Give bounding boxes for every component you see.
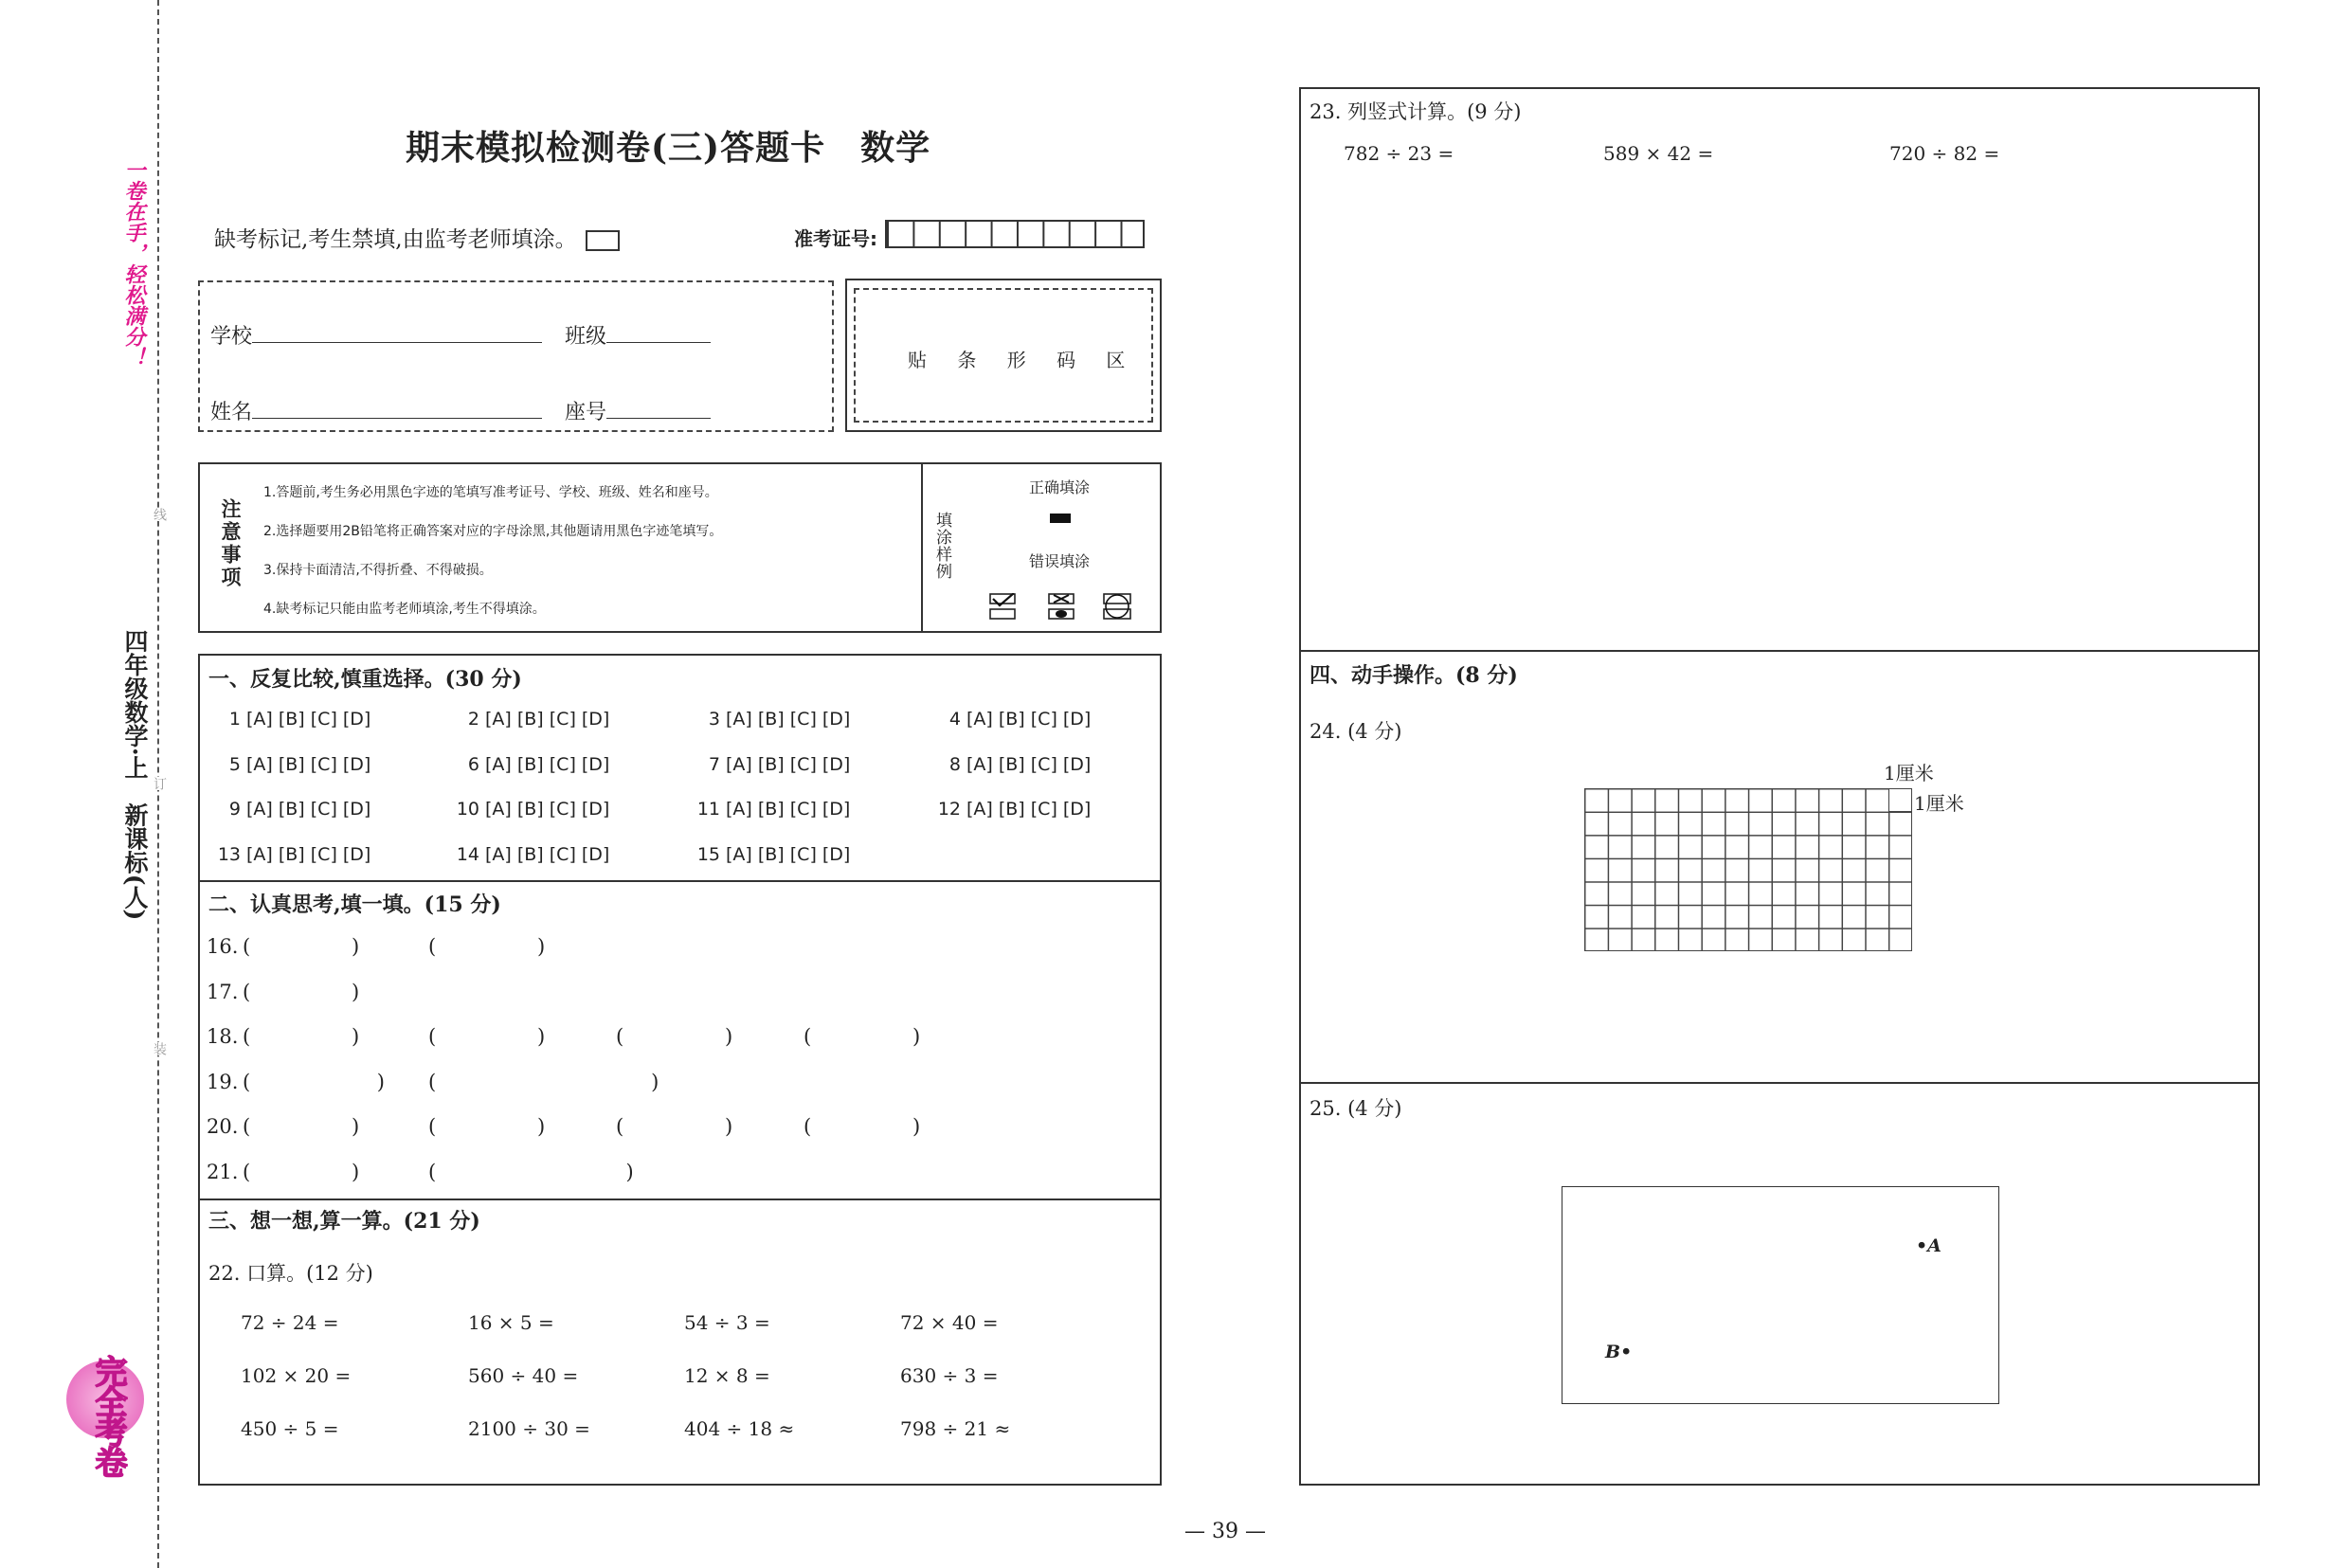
wrong-fill-label: 错误填涂: [1029, 552, 1091, 570]
notice-divider: [921, 462, 923, 633]
q23-item-1[interactable]: 782 ÷ 23 =: [1344, 142, 1454, 165]
oral-calc-item[interactable]: 72 × 40 =: [900, 1311, 999, 1334]
fill-question-label: 17.: [207, 980, 239, 1003]
choice-number: 13: [217, 844, 241, 865]
choice-options[interactable]: [A] [B] [C] [D]: [726, 799, 851, 820]
section2-title: 二、认真思考,填一填。(15 分): [208, 892, 501, 917]
notice-item-2: 2.选择题要用2B铅笔将正确答案对应的字母涂黑,其他题请用黑色字迹笔填写。: [263, 524, 723, 539]
choice-options[interactable]: [A] [B] [C] [D]: [726, 709, 851, 730]
answer-blank[interactable]: ( ): [243, 1115, 360, 1138]
choice-number: 6: [467, 754, 479, 775]
page-title: 期末模拟检测卷(三)答题卡 数学: [406, 128, 931, 168]
absent-note-text: 缺考标记,考生禁填,由监考老师填涂。: [214, 227, 577, 252]
correct-fill-label: 正确填涂: [1029, 478, 1091, 496]
fill-question-label: 20.: [207, 1115, 239, 1138]
choice-number: 2: [467, 709, 479, 730]
point-b: B•: [1605, 1342, 1633, 1362]
q23-item-2[interactable]: 589 × 42 =: [1603, 142, 1714, 165]
answer-blank[interactable]: ( ): [428, 1025, 546, 1048]
notice-item-1: 1.答题前,考生务必用黑色字迹的笔填写准考证号、学校、班级、姓名和座号。: [263, 485, 718, 500]
correct-fill-mark: [1050, 514, 1071, 523]
choice-number: 15: [696, 844, 720, 865]
school-label: 学校: [210, 325, 253, 349]
section3-title: 三、想一想,算一算。(21 分): [208, 1209, 480, 1234]
answer-blank[interactable]: ( ): [243, 935, 360, 958]
choice-options[interactable]: [A] [B] [C] [D]: [966, 754, 1092, 775]
q23-title: 23. 列竖式计算。(9 分): [1309, 100, 1522, 123]
answer-blank[interactable]: ( ): [428, 1115, 546, 1138]
class-label: 班级: [565, 325, 607, 349]
choice-options[interactable]: [A] [B] [C] [D]: [485, 799, 610, 820]
choice-options[interactable]: [A] [B] [C] [D]: [966, 799, 1092, 820]
choice-number: 10: [456, 799, 479, 820]
q24-title: 24. (4 分): [1309, 720, 1402, 743]
seat-field[interactable]: [565, 396, 711, 425]
exam-no-label: 准考证号:: [794, 227, 877, 250]
barcode-label: 贴 条 形 码 区: [908, 349, 1129, 371]
q23-item-3[interactable]: 720 ÷ 82 =: [1889, 142, 2000, 165]
absent-note: [214, 222, 620, 253]
q25-drawing-box[interactable]: [1562, 1186, 1999, 1404]
choice-options[interactable]: [A] [B] [C] [D]: [726, 754, 851, 775]
choice-options[interactable]: [A] [B] [C] [D]: [246, 709, 371, 730]
side-mark-xian: 线: [152, 508, 167, 521]
choice-question[interactable]: [214, 844, 370, 865]
point-a-label: A: [1927, 1235, 1942, 1256]
answer-blank[interactable]: ( ): [243, 1160, 360, 1183]
answer-blank[interactable]: ( ): [243, 1070, 385, 1093]
oral-calc-item[interactable]: 2100 ÷ 30 =: [468, 1417, 590, 1440]
answer-blank[interactable]: ( ): [804, 1115, 921, 1138]
side-book-title: 四年级数学·上 新课标(人): [121, 629, 149, 921]
point-b-label: B: [1605, 1342, 1621, 1362]
choice-number: 14: [456, 844, 479, 865]
choice-options[interactable]: [A] [B] [C] [D]: [246, 799, 371, 820]
side-mark-ding: 订: [152, 777, 167, 790]
section4-title: 四、动手操作。(8 分): [1309, 663, 1518, 688]
fill-question-label: 21.: [207, 1160, 239, 1183]
oral-calc-item[interactable]: 798 ÷ 21 ≈: [900, 1417, 1011, 1440]
unit-label-vertical: 1厘米: [1914, 792, 1964, 815]
choice-number: 5: [228, 754, 241, 775]
exam-no-boxes[interactable]: [885, 220, 1145, 248]
answer-blank[interactable]: ( ): [616, 1025, 733, 1048]
answer-blank[interactable]: ( ): [428, 935, 546, 958]
unit-square-highlight: [1888, 788, 1912, 812]
choice-question[interactable]: [214, 754, 370, 775]
oral-calc-item[interactable]: 450 ÷ 5 =: [241, 1417, 339, 1440]
school-field[interactable]: [210, 320, 542, 350]
choice-options[interactable]: [A] [B] [C] [D]: [485, 709, 610, 730]
choice-question[interactable]: [214, 709, 370, 730]
q22-title: 22. 口算。(12 分): [208, 1262, 373, 1285]
choice-number: 7: [708, 754, 720, 775]
page-number: — 39 —: [1184, 1520, 1266, 1543]
choice-options[interactable]: [A] [B] [C] [D]: [485, 844, 610, 865]
oral-calc-item[interactable]: 102 × 20 =: [241, 1364, 352, 1387]
choice-options[interactable]: [A] [B] [C] [D]: [966, 709, 1092, 730]
choice-options[interactable]: [A] [B] [C] [D]: [246, 844, 371, 865]
answer-blank[interactable]: ( ): [243, 1025, 360, 1048]
choice-number: 11: [696, 799, 720, 820]
choice-options[interactable]: [A] [B] [C] [D]: [485, 754, 610, 775]
choice-number: 4: [948, 709, 961, 730]
class-field[interactable]: [565, 320, 711, 350]
notice-heading: 注意事项: [219, 498, 242, 589]
square-grid[interactable]: [1584, 788, 1912, 951]
oral-calc-item[interactable]: 72 ÷ 24 =: [241, 1311, 339, 1334]
oral-calc-item[interactable]: 404 ÷ 18 ≈: [684, 1417, 795, 1440]
oral-calc-item[interactable]: 16 × 5 =: [468, 1311, 554, 1334]
wrong-fill-check-icon: [989, 593, 1016, 620]
choice-question[interactable]: [453, 754, 609, 775]
choice-question[interactable]: [453, 709, 609, 730]
oral-calc-item[interactable]: 630 ÷ 3 =: [900, 1364, 999, 1387]
choice-question[interactable]: [934, 754, 1091, 775]
choice-question[interactable]: [694, 844, 850, 865]
sample-heading: 填涂样例: [932, 512, 951, 580]
answer-blank[interactable]: ( ): [243, 980, 360, 1003]
unit-label-horizontal: 1厘米: [1884, 762, 1934, 784]
name-field[interactable]: [210, 396, 542, 425]
oral-calc-item[interactable]: 560 ÷ 40 =: [468, 1364, 579, 1387]
notice-item-3: 3.保持卡面清洁,不得折叠、不得破损。: [263, 563, 493, 578]
brand-logo-text: 完全考卷: [89, 1355, 127, 1476]
absent-checkbox[interactable]: [586, 230, 620, 251]
wrong-fill-cross-icon: [1048, 593, 1075, 620]
wrong-fill-circle-icon: [1103, 593, 1133, 620]
seat-label: 座号: [565, 401, 607, 424]
choice-options[interactable]: [A] [B] [C] [D]: [246, 754, 371, 775]
choice-question[interactable]: [694, 799, 850, 820]
side-mark-zhuang: 装: [152, 1042, 167, 1055]
choice-number: 8: [948, 754, 961, 775]
point-a: •A: [1916, 1235, 1942, 1256]
choice-question[interactable]: [453, 799, 609, 820]
choice-number: 9: [228, 799, 241, 820]
q25-title: 25. (4 分): [1309, 1097, 1402, 1120]
choice-number: 3: [708, 709, 720, 730]
fill-question-label: 16.: [207, 935, 239, 958]
section1-title: 一、反复比较,慎重选择。(30 分): [208, 667, 522, 692]
answer-blank[interactable]: ( ): [428, 1070, 659, 1093]
choice-question[interactable]: [934, 799, 1091, 820]
oral-calc-item[interactable]: 54 ÷ 3 =: [684, 1311, 770, 1334]
choice-question[interactable]: [453, 844, 609, 865]
oral-calc-item[interactable]: 12 × 8 =: [684, 1364, 770, 1387]
choice-number: 1: [228, 709, 241, 730]
side-slogan: 一卷在手，轻松满分！: [121, 159, 146, 368]
choice-options[interactable]: [A] [B] [C] [D]: [726, 844, 851, 865]
fill-question-label: 19.: [207, 1070, 239, 1093]
choice-question[interactable]: [214, 799, 370, 820]
name-label: 姓名: [210, 401, 253, 424]
answer-blank[interactable]: ( ): [616, 1115, 733, 1138]
choice-question[interactable]: [934, 709, 1091, 730]
choice-question[interactable]: [694, 709, 850, 730]
choice-number: 12: [937, 799, 961, 820]
choice-question[interactable]: [694, 754, 850, 775]
fill-question-label: 18.: [207, 1025, 239, 1048]
answer-blank[interactable]: ( ): [804, 1025, 921, 1048]
answer-blank[interactable]: ( ): [428, 1160, 634, 1183]
brand-logo: [63, 1355, 148, 1476]
notice-item-4: 4.缺考标记只能由监考老师填涂,考生不得填涂。: [263, 602, 546, 617]
